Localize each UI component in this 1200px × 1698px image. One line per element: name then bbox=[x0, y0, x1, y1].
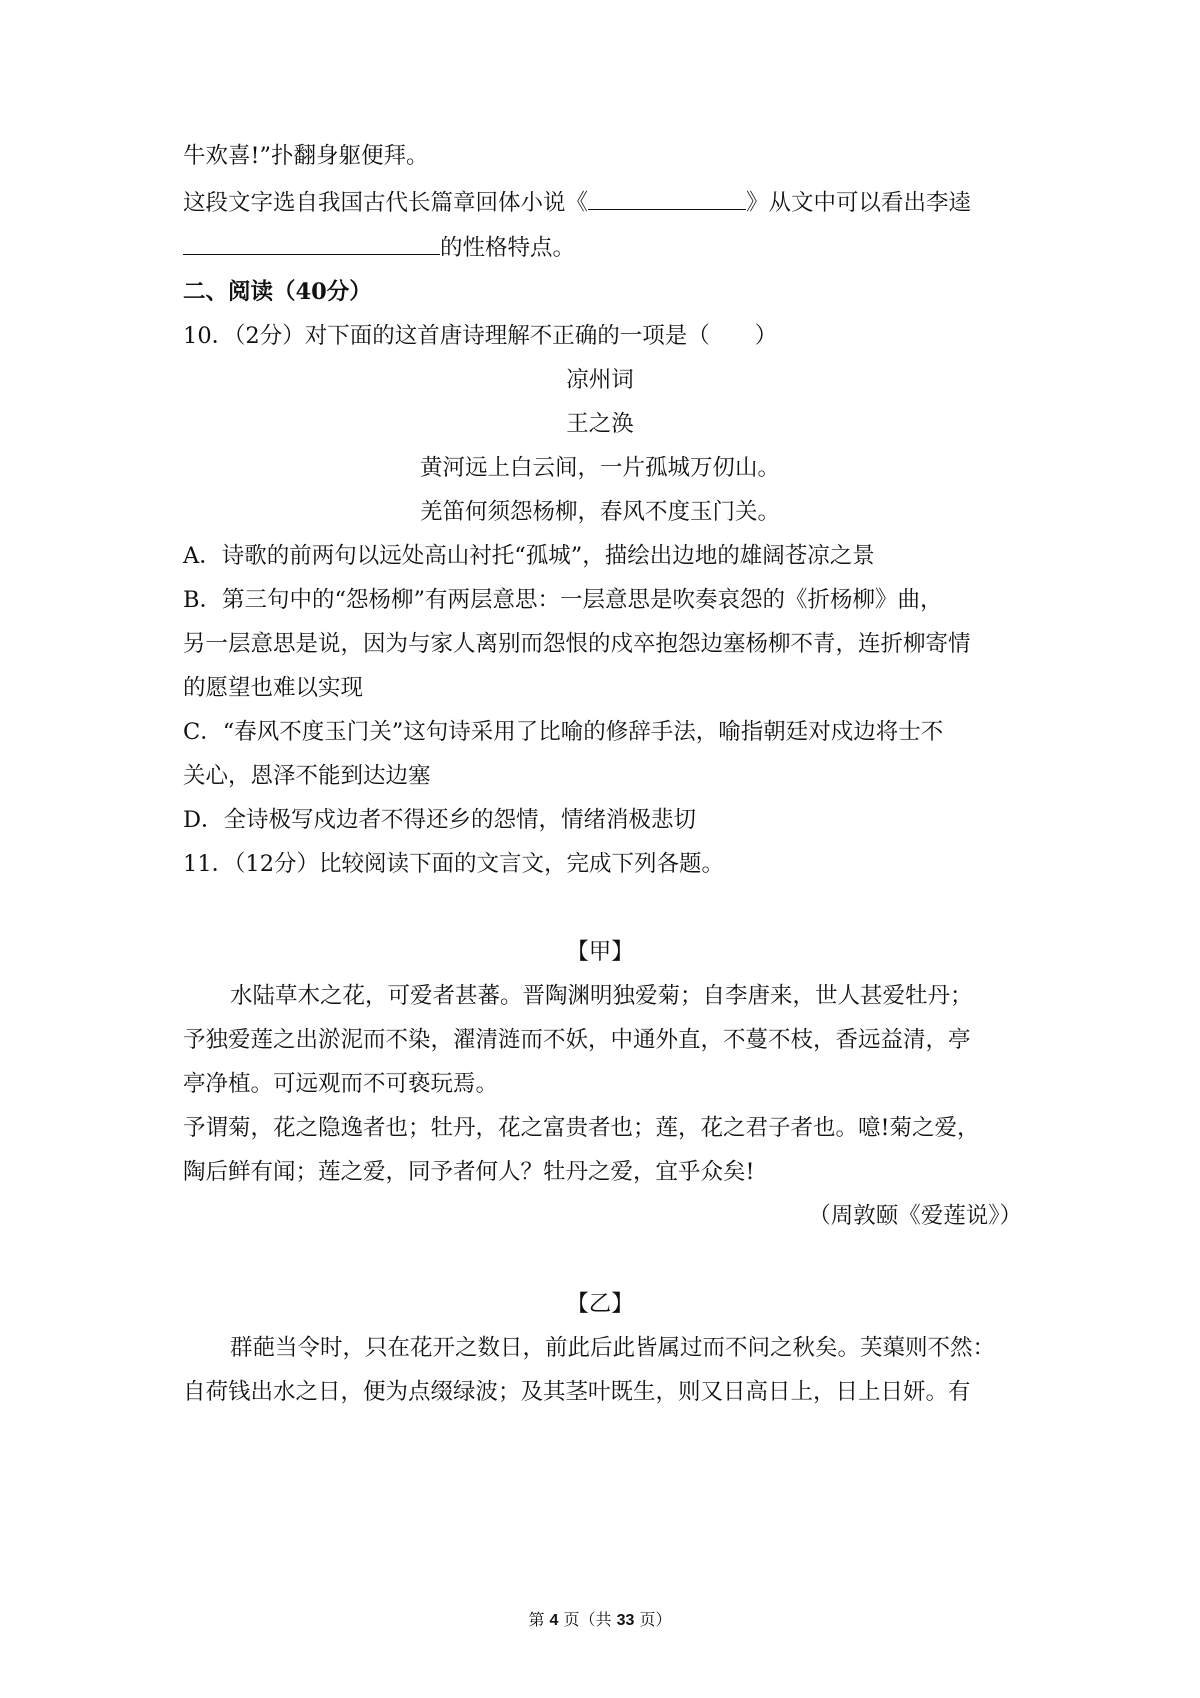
question-text: 这段文字选自我国古代长篇章回体小说《 bbox=[183, 190, 589, 216]
answer-blank[interactable] bbox=[588, 187, 746, 210]
answer-blank[interactable] bbox=[183, 232, 440, 255]
question-10: 10．（2分）对下面的这首唐诗理解不正确的一项是（ ） bbox=[183, 323, 778, 349]
option-a: A．诗歌的前两句以远处高山衬托“孤城”，描绘出边地的雄阔苍凉之景 bbox=[183, 543, 875, 569]
question-11: 11．（12分）比较阅读下面的文言文，完成下列各题。 bbox=[183, 851, 725, 877]
poem-line: 黄河远上白云间，一片孤城万仞山。 bbox=[419, 455, 780, 481]
passage-line: 亭净植。可远观而不可亵玩焉。 bbox=[183, 1071, 499, 1097]
footer-text: 第 bbox=[528, 1610, 545, 1629]
poem-title: 凉州词 bbox=[566, 367, 634, 393]
footer-text: 页） bbox=[639, 1610, 672, 1629]
passage-jia-heading: 【甲】 bbox=[566, 939, 634, 965]
section-heading: 二、阅读（40分） bbox=[183, 279, 372, 305]
passage-line: 水陆草木之花，可爱者甚蕃。晋陶渊明独爱菊；自李唐来，世人甚爱牡丹； bbox=[230, 983, 973, 1009]
fill-blank-line bbox=[183, 232, 1023, 264]
page-number: 4 bbox=[549, 1612, 559, 1629]
question-text: 》从文中可以看出李逵 bbox=[746, 190, 972, 216]
footer-text: 页（共 bbox=[563, 1610, 612, 1629]
option-b-continued: 另一层意思是说，因为与家人离别而怨恨的戍卒抱怨边塞杨柳不青，连折柳寄情 bbox=[183, 631, 971, 657]
passage-source: （周敦颐《爱莲说》） bbox=[808, 1203, 1022, 1229]
fill-blank-question bbox=[183, 187, 1023, 219]
page-footer bbox=[0, 1609, 1200, 1632]
option-c-continued: 关心，恩泽不能到达边塞 bbox=[183, 763, 431, 789]
passage-line: 陶后鲜有闻；莲之爱，同予者何人？牡丹之爱，宜乎众矣! bbox=[183, 1159, 755, 1185]
text-line: 牛欢喜!”扑翻身躯便拜。 bbox=[183, 143, 429, 169]
poem-author: 王之涣 bbox=[566, 411, 634, 437]
page-total: 33 bbox=[616, 1612, 635, 1629]
passage-line: 予独爱莲之出淤泥而不染，濯清涟而不妖，中通外直，不蔓不枝，香远益清，亭 bbox=[183, 1027, 971, 1053]
passage-line: 予谓菊，花之隐逸者也；牡丹，花之富贵者也；莲，花之君子者也。噫!菊之爱， bbox=[183, 1115, 980, 1141]
option-d: D．全诗极写戍边者不得还乡的怨情，情绪消极悲切 bbox=[183, 807, 697, 833]
option-c: C．“春风不度玉门关”这句诗采用了比喻的修辞手法，喻指朝廷对戍边将士不 bbox=[183, 719, 944, 745]
passage-line: 自荷钱出水之日，便为点缀绿波；及其茎叶既生，则又日高日上，日上日妍。有 bbox=[183, 1379, 971, 1405]
passage-yi-heading: 【乙】 bbox=[566, 1291, 634, 1317]
option-b-continued: 的愿望也难以实现 bbox=[183, 675, 364, 701]
poem-line: 羌笛何须怨杨柳，春风不度玉门关。 bbox=[419, 499, 780, 525]
question-text: 的性格特点。 bbox=[440, 235, 576, 261]
option-b: B．第三句中的“怨杨柳”有两层意思：一层意思是吹奏哀怨的《折杨柳》曲， bbox=[183, 587, 943, 613]
passage-line: 群葩当令时，只在花开之数日，前此后此皆属过而不问之秋矣。芙蕖则不然： bbox=[230, 1335, 996, 1361]
